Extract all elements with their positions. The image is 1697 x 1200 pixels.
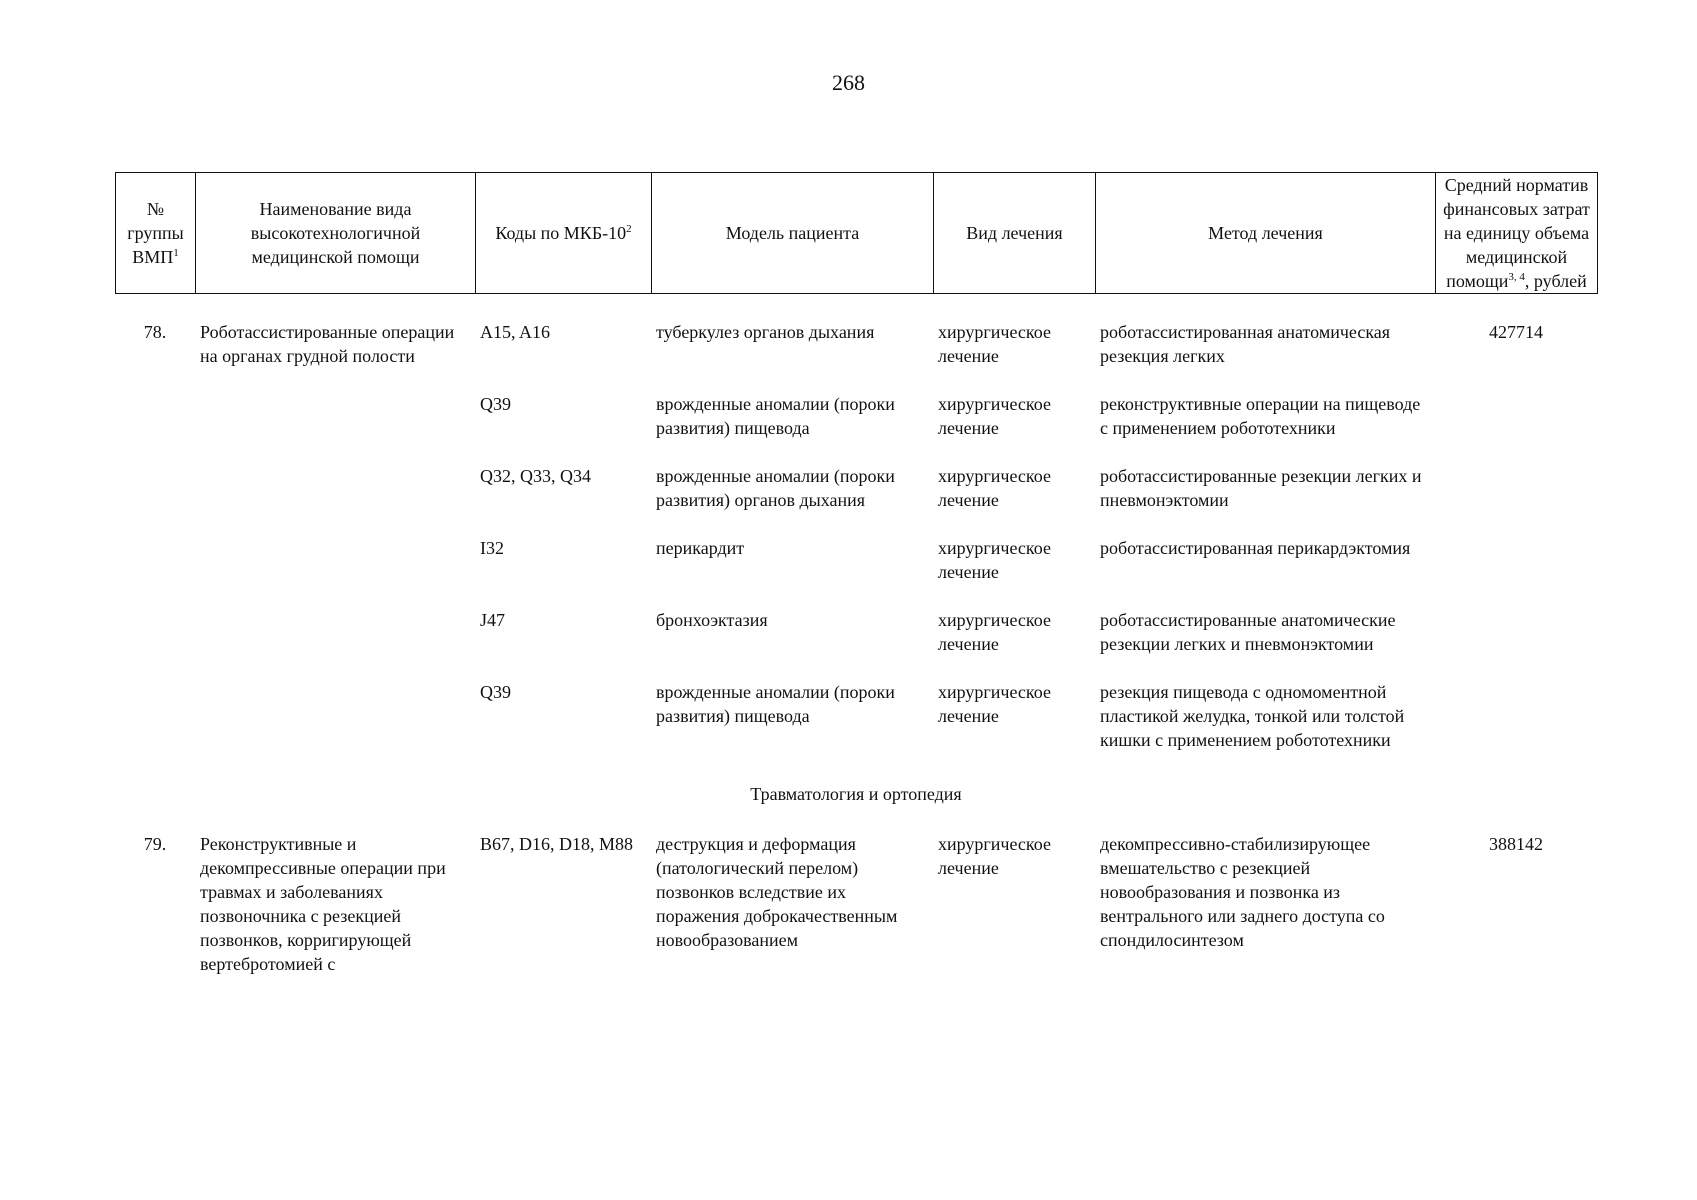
icd-codes: Q39 bbox=[480, 394, 511, 414]
treatment-type: хирургическое лечение bbox=[938, 610, 1051, 654]
treatment-type: хирургическое лечение bbox=[938, 466, 1051, 510]
header-care-type-name: Наименование вида высокотехнологичной медицинской помощи bbox=[196, 173, 476, 294]
table-row bbox=[115, 832, 1597, 976]
treatment-method: реконструктивные операции на пищеводе с применением робототехники bbox=[1100, 394, 1421, 438]
header-treatment-type: Вид лечения bbox=[934, 173, 1096, 294]
treatment-type: хирургическое лечение bbox=[938, 322, 1051, 366]
icd-codes: I32 bbox=[480, 538, 504, 558]
section-row bbox=[115, 752, 1597, 832]
care-type-name: Роботассистированные операции на органах грудной полости bbox=[200, 322, 455, 366]
group-number: 78. bbox=[143, 322, 167, 342]
average-cost: 388142 bbox=[1489, 834, 1543, 854]
patient-model: врожденные аномалии (пороки развития) пищевода bbox=[656, 682, 895, 726]
average-cost: 427714 bbox=[1489, 322, 1543, 342]
treatment-method: роботассистированная перикардэктомия bbox=[1100, 538, 1411, 558]
header-patient-model: Модель пациента bbox=[652, 173, 934, 294]
icd-codes: B67, D16, D18, M88 bbox=[480, 834, 634, 854]
table-row bbox=[115, 320, 1597, 368]
treatment-method: роботассистированные анатомические резекции легких и пневмонэктомии bbox=[1100, 610, 1396, 654]
care-type-name: Реконструктивные и декомпрессивные операции при травмах и заболеваниях позвоночника с резекцией позвонков, корригирующей вертебротомией с bbox=[200, 834, 446, 974]
page-number: 268 bbox=[832, 70, 865, 95]
icd-codes: J47 bbox=[480, 610, 506, 630]
treatment-type: хирургическое лечение bbox=[938, 394, 1051, 438]
treatment-method: роботассистированная анатомическая резекция легких bbox=[1100, 322, 1391, 366]
patient-model: бронхоэктазия bbox=[656, 610, 768, 630]
treatment-method: резекция пищевода с одномоментной пластикой желудка, тонкой или толстой кишки с применением робототехники bbox=[1100, 682, 1405, 750]
header-icd-codes: Коды по МКБ-$10^2$ bbox=[476, 173, 652, 294]
table-header bbox=[115, 172, 1598, 294]
patient-model: врожденные аномалии (пороки развития) органов дыхания bbox=[656, 466, 895, 510]
group-number: 79. bbox=[143, 834, 167, 854]
treatment-method: декомпрессивно-стабилизирующее вмешательство с резекцией новообразования и позвонка из вентрального или заднего доступа со спондилосинтезом bbox=[1100, 834, 1385, 950]
patient-model: перикардит bbox=[656, 538, 745, 558]
icd-codes: Q32, Q33, Q34 bbox=[480, 466, 591, 486]
treatment-type: хирургическое лечение bbox=[938, 834, 1051, 878]
header-average-cost: Средний норматив финансовых затрат на единицу объема медицинской помощи$^{3, 4}$, рублей bbox=[1436, 173, 1598, 294]
patient-model: врожденные аномалии (пороки развития) пищевода bbox=[656, 394, 895, 438]
header-treatment-method: Метод лечения bbox=[1096, 173, 1436, 294]
treatment-method: роботассистированные резекции легких и пневмонэктомии bbox=[1100, 466, 1422, 510]
patient-model: туберкулез органов дыхания bbox=[656, 322, 875, 342]
patient-model: деструкция и деформация (патологический перелом) позвонков вследствие их поражения доброкачественным новообразованием bbox=[656, 834, 898, 950]
header-group-number: № группы ВМП$^1$ bbox=[116, 173, 196, 294]
icd-codes: A15, A16 bbox=[480, 322, 551, 342]
section-title: Травматология и ортопедия bbox=[750, 784, 962, 804]
treatment-type: хирургическое лечение bbox=[938, 538, 1051, 582]
icd-codes: Q39 bbox=[480, 682, 511, 702]
treatment-type: хирургическое лечение bbox=[938, 682, 1051, 726]
table-body bbox=[115, 320, 1597, 976]
